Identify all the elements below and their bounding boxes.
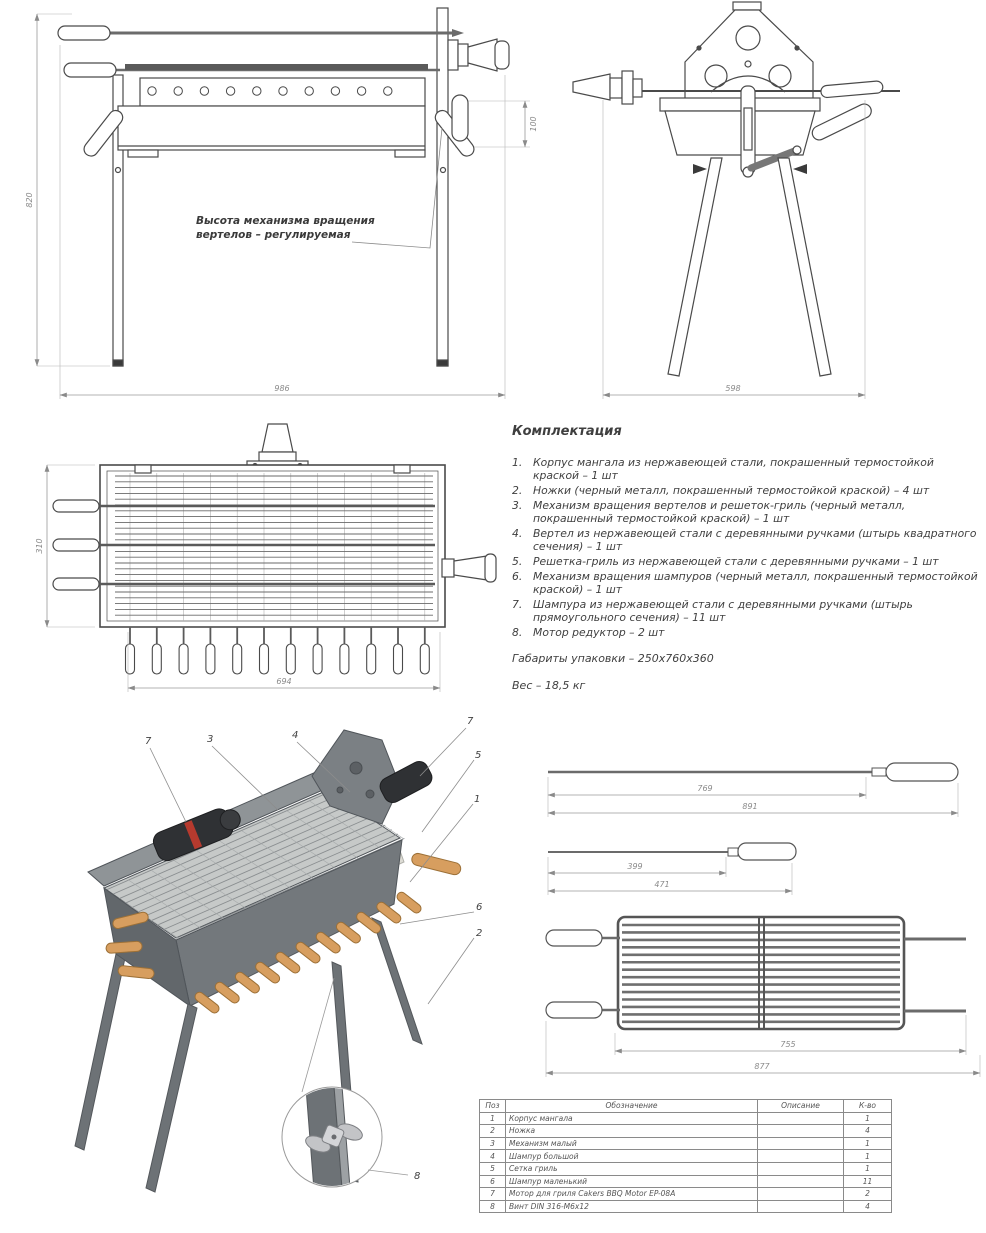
callout-4-spit: 4 [292, 730, 299, 741]
cell-description [758, 1150, 844, 1163]
side-right-leg [778, 158, 831, 376]
cell-designation: Шампур большой [506, 1150, 758, 1163]
cell-description [758, 1125, 844, 1138]
small-skewer-handle [738, 843, 796, 860]
iso-body [88, 730, 404, 1006]
callout-2-leg: 2 [476, 928, 483, 939]
grate-bars [622, 925, 900, 1022]
cell-pos: 2 [480, 1125, 506, 1138]
table-row [480, 1162, 892, 1175]
front-spit-handle [58, 26, 110, 40]
spec-item [512, 527, 978, 553]
grate-total-dim: 877 [754, 1062, 770, 1071]
cell-qty: 1 [844, 1112, 892, 1125]
spec-item-number: 1. [512, 456, 523, 469]
spec-item [512, 456, 978, 482]
front-brazier-body [118, 106, 425, 150]
cell-pos: 5 [480, 1162, 506, 1175]
top-small-skewer-rods [130, 627, 425, 644]
isometric-render [50, 712, 495, 1227]
small-skewer-working-dim: 399 [627, 862, 643, 871]
spec-item-text: Корпус мангала из нержавеющей стали, покрашенный термостойкой краской – 1 шт [533, 456, 934, 482]
component-drawings [540, 755, 986, 1087]
grate-working-dim: 755 [780, 1040, 796, 1049]
callout-3-mechanism: 3 [207, 734, 214, 745]
cell-description [758, 1188, 844, 1201]
top-spit-handle [53, 500, 99, 512]
spec-item-number: 8. [512, 626, 523, 639]
top-width-dim-label: 694 [276, 677, 292, 686]
cell-qty: 2 [844, 1188, 892, 1201]
spec-item-number: 7. [512, 598, 523, 611]
grate-handle [546, 1002, 602, 1018]
front-right-mast [437, 8, 448, 366]
table-row [480, 1125, 892, 1138]
spec-item-text: Мотор редуктор – 2 шт [533, 626, 665, 639]
parts-table [479, 1099, 892, 1213]
callout-1-body: 1 [474, 794, 481, 805]
cell-designation: Винт DIN 316-M6x12 [506, 1200, 758, 1213]
top-view-drawing [35, 418, 500, 718]
cell-designation: Шампур маленький [506, 1175, 758, 1188]
top-spit-handle [53, 539, 99, 551]
spec-item-number: 2. [512, 484, 523, 497]
cell-description [758, 1112, 844, 1125]
side-left-leg [668, 158, 722, 376]
spec-item-number: 5. [512, 555, 523, 568]
top-depth-dim-label: 310 [35, 538, 44, 554]
cell-pos: 7 [480, 1188, 506, 1201]
grate-drawing [546, 917, 966, 1029]
cell-pos: 6 [480, 1175, 506, 1188]
side-structure [573, 2, 900, 376]
grate-handle [546, 930, 602, 946]
spec-item-text: Шампура из нержавеющей стали с деревянными ручками (штырь прямоугольного сечения) – 11 шт [533, 598, 913, 624]
front-annotation-line2: вертелов – регулируемая [196, 229, 351, 241]
table-row [480, 1200, 892, 1213]
spec-item [512, 555, 978, 568]
spec-item-text: Механизм вращения вертелов и решеток-гриль (черный металл, покрашенный термостойкой краской) – 1 шт [533, 499, 906, 525]
spec-item-text: Ножки (черный металл, покрашенный термостойкой краской) – 4 шт [533, 484, 930, 497]
spec-item [512, 570, 978, 596]
cell-pos: 4 [480, 1150, 506, 1163]
top-structure [53, 424, 496, 674]
front-mech-dim-label: 100 [529, 116, 538, 132]
cell-pos: 3 [480, 1137, 506, 1150]
front-height-dim-label: 820 [25, 192, 34, 208]
big-skewer-handle [886, 763, 958, 781]
front-grill-handle [64, 63, 116, 77]
cell-qty: 4 [844, 1125, 892, 1138]
cell-description [758, 1175, 844, 1188]
front-width-dim-label: 986 [274, 384, 290, 393]
cell-description [758, 1162, 844, 1175]
cell-designation: Ножка [506, 1125, 758, 1138]
top-small-skewer-handles [126, 644, 430, 674]
spec-item-number: 6. [512, 570, 523, 583]
side-width-dim-label: 598 [725, 384, 741, 393]
cell-pos: 1 [480, 1112, 506, 1125]
front-adjust-grip [452, 95, 468, 141]
spec-item [512, 626, 978, 639]
cell-qty: 1 [844, 1162, 892, 1175]
weight: Вес – 18,5 кг [512, 679, 586, 692]
cell-qty: 11 [844, 1175, 892, 1188]
big-skewer-working-dim: 769 [697, 784, 713, 793]
iso-left-handle [106, 941, 143, 953]
side-handle-top [820, 81, 883, 98]
top-right-motor [442, 554, 496, 582]
big-skewer-dims [548, 777, 958, 817]
side-motor [573, 71, 642, 104]
specs-title: Комплектация [512, 424, 622, 439]
small-skewer-total-dim: 471 [654, 880, 670, 889]
top-spit-handle [53, 578, 99, 590]
front-motor [448, 39, 509, 71]
cell-qty: 4 [844, 1200, 892, 1213]
big-skewer-total-dim: 891 [742, 802, 758, 811]
cell-description [758, 1137, 844, 1150]
col-quantity: К-во [844, 1100, 892, 1113]
table-row [480, 1137, 892, 1150]
cell-description [758, 1200, 844, 1213]
spec-item [512, 499, 978, 525]
cell-qty: 1 [844, 1137, 892, 1150]
table-row [480, 1150, 892, 1163]
top-motor [247, 424, 308, 470]
cell-qty: 1 [844, 1150, 892, 1163]
side-view-drawing [565, 0, 985, 410]
spec-item-text: Вертел из нержавеющей стали с деревянными ручками (штырь квадратного сечения) – 1 шт [533, 527, 977, 553]
col-description: Описание [758, 1100, 844, 1113]
cell-designation: Сетка гриль [506, 1162, 758, 1175]
spec-item-text: Решетка-гриль из нержавеющей стали с деревянными ручками – 1 шт [533, 555, 939, 568]
spec-item-text: Механизм вращения шампуров (черный металл, покрашенный термостойкой краской) – 1 шт [533, 570, 978, 596]
front-annotation-line1: Высота механизма вращения [196, 215, 375, 227]
package-contents [512, 424, 978, 692]
package-dimensions: Габариты упаковки – 250х760х360 [512, 652, 714, 665]
small-skewer-dims [548, 857, 792, 895]
callout-6-skewer: 6 [476, 902, 483, 913]
callout-5-grate: 5 [475, 750, 482, 761]
big-skewer-drawing [548, 763, 958, 781]
callout-8-wingnut: 8 [414, 1171, 421, 1182]
col-designation: Обозначение [506, 1100, 758, 1113]
cell-designation: Мотор для гриля Cakers BBQ Motor EP-08A [506, 1188, 758, 1201]
table-row [480, 1112, 892, 1125]
spec-item [512, 598, 978, 624]
cell-pos: 8 [480, 1200, 506, 1213]
front-structure [58, 8, 509, 366]
col-position: Поз [480, 1100, 506, 1113]
callout-7-motor2: 7 [467, 716, 474, 727]
spec-item-number: 4. [512, 527, 523, 540]
small-skewer-drawing [548, 843, 796, 860]
table-row [480, 1188, 892, 1201]
cell-designation: Механизм малый [506, 1137, 758, 1150]
callout-7-motor: 7 [145, 736, 152, 747]
spec-item-number: 3. [512, 499, 523, 512]
parts-table-header-row [480, 1100, 892, 1113]
front-view-drawing [0, 0, 555, 415]
cell-designation: Корпус мангала [506, 1112, 758, 1125]
spec-item [512, 484, 978, 497]
grate-frame [618, 917, 904, 1029]
table-row [480, 1175, 892, 1188]
